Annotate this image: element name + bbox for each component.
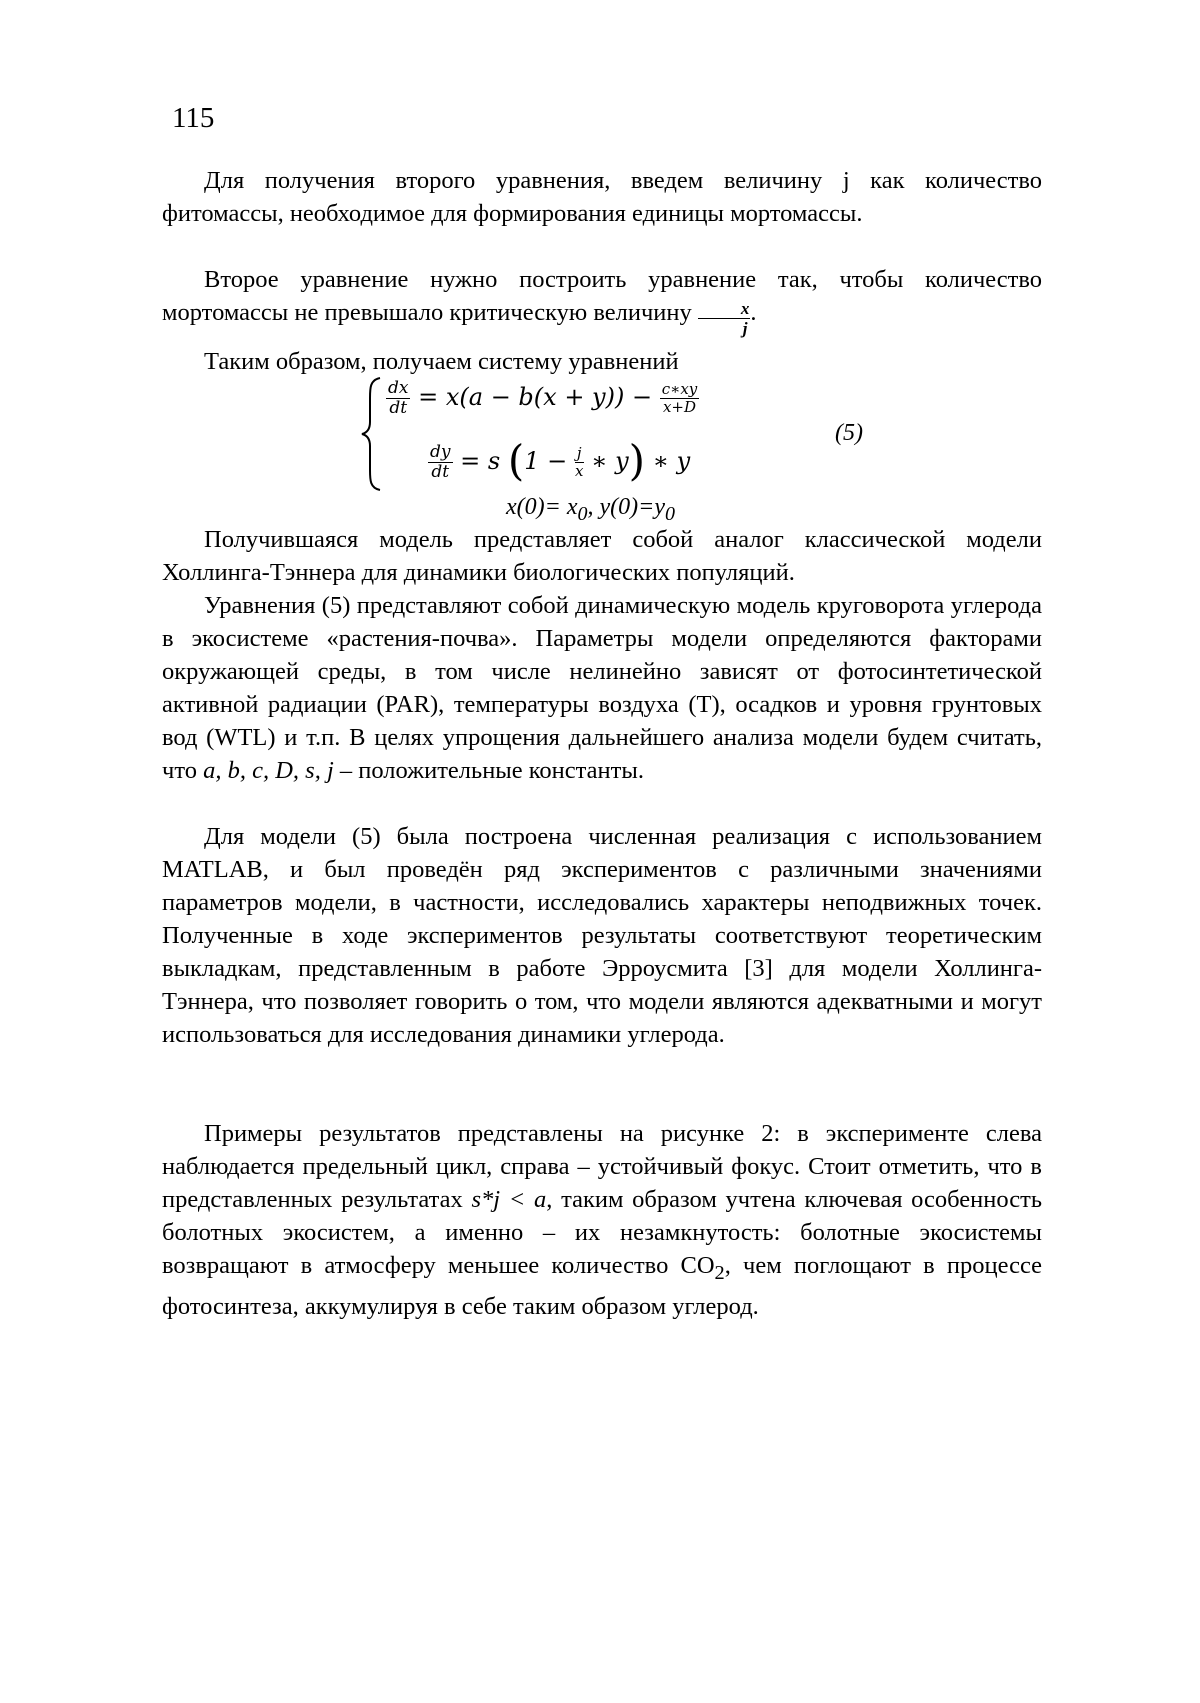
equation-1: $\frac{dx}{dt}$ = x(a − b(x + y)) − $\frac{c∗xy}{x+D}$ <box>388 378 698 418</box>
critical-value-fraction: $\frac{x}{j}$ <box>698 300 751 337</box>
equation-number: (5) <box>835 420 863 446</box>
paragraph-4: Получившаяся модель представляет собой аналог классической модели Холлинга-Тэннера для динамики биологических популяций. <box>162 526 1042 586</box>
page-number: 115 <box>172 102 215 134</box>
paragraph-6: Для модели (5) была построена численная реализация с использованием MATLAB, и был проведён ряд экспериментов с различными значениями параметров модели, в частности, исследовались характеры неподвижных точек. Полученные в ходе экспериментов результаты соответствуют теоретическим выкладкам, представленным в работе Эрроусмита [3] для модели Холлинга-Тэннера, что позволяет говорить о том, что модели являются адекватными и могут использоваться для исследования динамики углерода. <box>162 823 1042 1048</box>
paragraph-7: Примеры результатов представлены на рисунке 2: в эксперименте слева наблюдается предельный цикл, справа – устойчивый фокус. Стоит отметить, что в представленных результатах s*j < a, таким образом учтена ключевая особенность болотных экосистем, а именно – их незамкнутость: болотные экосистемы возвращают в атмосферу меньшее количество $CO_2$, чем поглощают в процессе фотосинтеза, аккумулируя в себе таким образом углерод. <box>162 1120 1043 1320</box>
parameters-italic: a, b, c, D, s, j <box>203 757 334 784</box>
equation-2: $\frac{dy}{dt}$ = s (1 − $\frac{j}{x}$ ∗ y) ∗ y <box>430 436 691 485</box>
paragraph-2-text: Второе уравнение нужно построить уравнение так, чтобы количество мортомассы не превышало критическую величину <box>162 266 1042 326</box>
paragraph-3: Таким образом, получаем систему уравнений <box>204 348 679 375</box>
j-x-fraction: $\frac{j}{x}$ <box>574 444 584 480</box>
dx-dt-fraction: $\frac{dx}{dt}$ <box>388 378 409 418</box>
left-brace <box>360 376 384 492</box>
cxy-fraction: $\frac{c∗xy}{x+D}$ <box>661 380 698 416</box>
paragraph-5: Уравнения (5) представляют собой динамическую модель круговорота углерода в экосистеме «растения-почва». Параметры модели определяются факторами окружающей среды, в том числе нелинейно зависят от фотосинтетической активной радиации (PAR), температуры воздуха (T), осадков и уровня грунтовых вод (WTL) и т.п. В целях упрощения дальнейшего анализа модели будем считать, что a, b, c, D, s, j – положительные константы. <box>162 592 1042 784</box>
dy-dt-fraction: $\frac{dy}{dt}$ <box>430 442 451 482</box>
paragraph-1: Для получения второго уравнения, введем величину j как количество фитомассы, необходимое для формирования единицы мортомассы. <box>162 167 1042 227</box>
initial-conditions: $x(0)= x_0$, $y(0)=y_0$ <box>506 494 675 525</box>
paragraph-2: Второе уравнение нужно построить уравнение так, чтобы количество мортомассы не превышало критическую величину $\frac{x}{j}$ . <box>162 266 1042 338</box>
inequality-italic: s*j < a <box>471 1186 547 1213</box>
